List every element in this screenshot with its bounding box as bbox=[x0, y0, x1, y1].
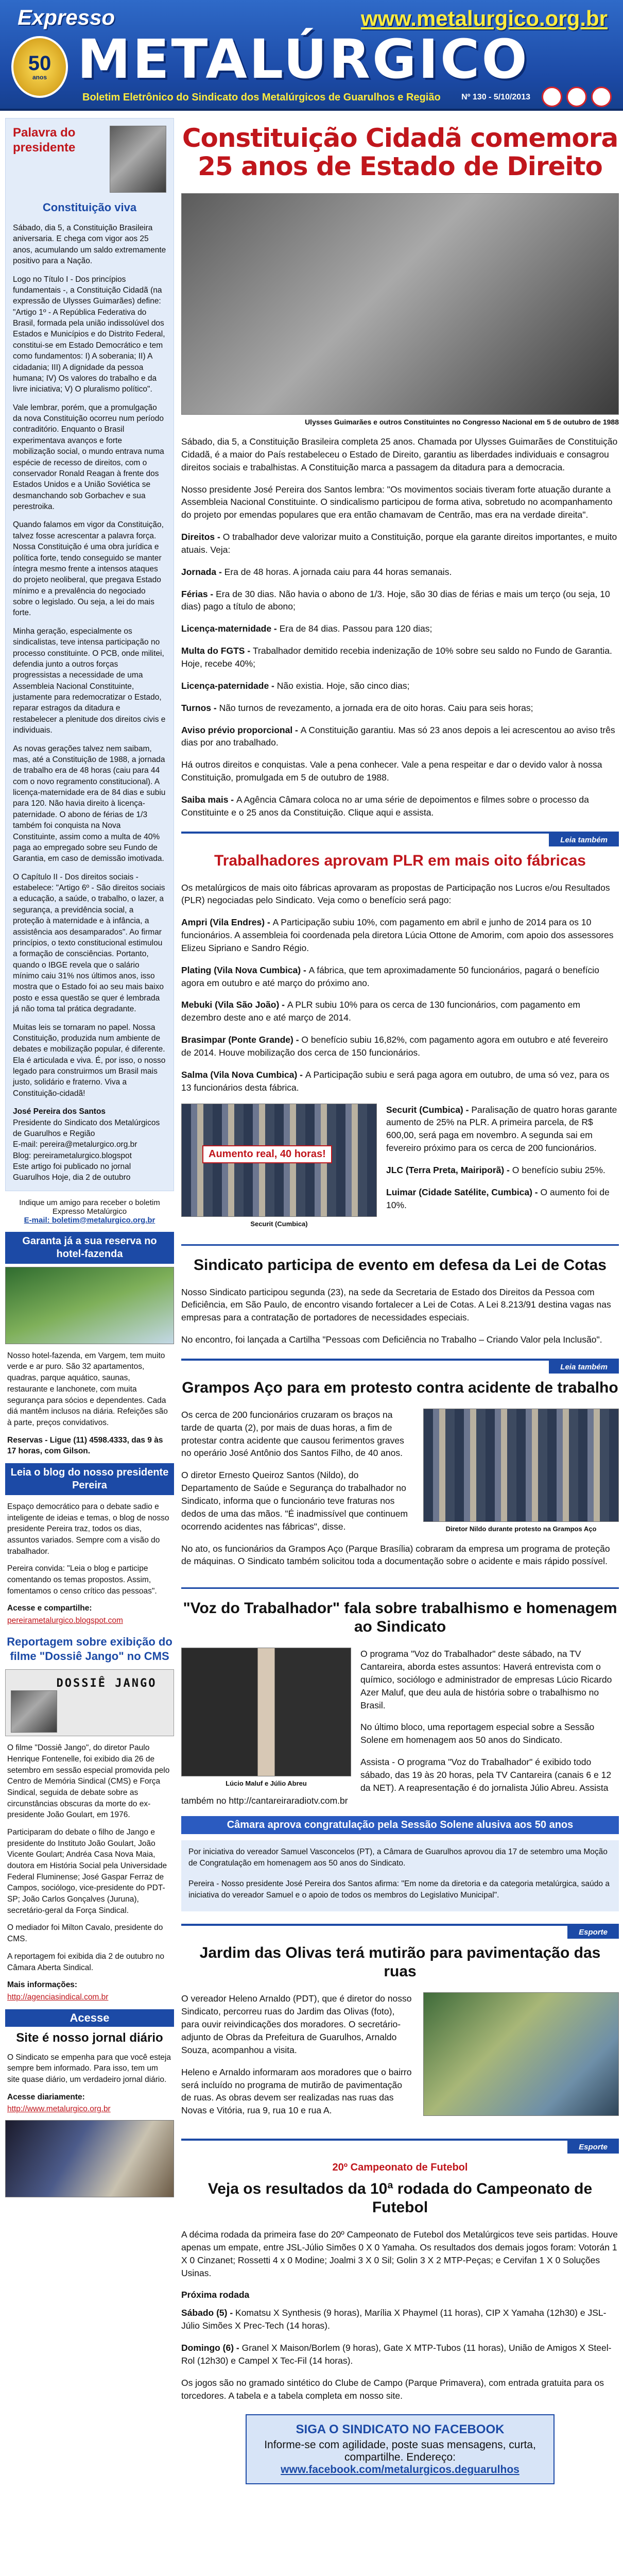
main-column bbox=[181, 118, 619, 2497]
share-email-link[interactable]: E-mail: boletim@metalurgico.org.br bbox=[24, 1215, 155, 1225]
doc-heading: Reportagem sobre exibição do filme "Dossiê Jango" no CMS bbox=[7, 1635, 172, 1663]
proxima-label: Próxima rodada bbox=[181, 2290, 250, 2300]
column-paragraph: Minha geração, especialmente os sindicalistas, teve intensa participação no processo constituinte. O PCB, onde militei, defendia junto a outros forças progressistas a necessidade de uma Assembleia Nacional Constituinte, justamente para redemocratizar o Estado, reparar estragos da ditadura e restabelecer a plenitude dos direitos civis e individuais. bbox=[13, 626, 166, 735]
photo-caption: Ulysses Guimarães e outros Constituintes no Congresso Nacional em 5 de outubro de 1988 bbox=[305, 418, 619, 426]
article-paragraph: Jornada - Era de 48 horas. A jornada caiu para 44 horas semanais. bbox=[181, 566, 452, 577]
facebook-text: Informe-se com agilidade, poste suas mensagens, curta, compartilhe. Endereço: bbox=[264, 2439, 536, 2464]
plr-banner: Aumento real, 40 horas! bbox=[202, 1145, 332, 1163]
camara-band: Câmara aprova congratulação pela Sessão Solene alusiva aos 50 anos bbox=[181, 1816, 619, 1834]
grampos-title: Grampos Aço para em protesto contra acidente de trabalho bbox=[182, 1379, 618, 1396]
column-paragraph: O Capítulo II - Dos direitos sociais - estabelece: "Artigo 6º - São direitos sociais a educação, a saúde, o trabalho, o lazer, a segurança, a previdência social, a proteção à maternidade e à infância, a assistência aos desamparados". Ao firmar princípios, o texto constitucional estimulou a formação de consciências. Portanto, quando o IBGE revela que o salário mínimo caiu 31% nos últimos anos, isso mostra que o Estado foi ao seu mais baixo posto e essa questão se quer é lembrada já não toma tal prática degradante. bbox=[13, 872, 165, 1014]
ribbon-esporte: Esporte bbox=[181, 2139, 619, 2154]
article-paragraph: Nosso presidente José Pereira dos Santos lembra: "Os movimentos sociais tiveram forte atuação durante a Assembleia Nacional Constituinte. O sindicalismo participou de forma ativa, sobretudo no acompanhamento do projeto por emendas populares que era então chamavam de Centrão, mas era na verdade direita". bbox=[181, 484, 613, 520]
brand-metalurgico: METALÚRGICO bbox=[77, 28, 529, 91]
grampos-paragraph: Os cerca de 200 funcionários cruzaram os braços na tarde de quarta (2), por mais de duas horas, a fim de protestar contra acidente que causou ferimentos graves no operário José Antônio dos Santos Filho, de 40 anos. bbox=[181, 1409, 404, 1459]
article-paragraph: Sábado, dia 5, a Constituição Brasileira completa 25 anos. Chamada por Ulysses Guimarães de Constituição Cidadã, é a maior do País restabeleceu o Estado de Direito, garantiu as liberdades individuais e consagrou direitos sociais e trabalhistas. A Constituição marca a passagem da ditadura para a democracia. bbox=[181, 436, 618, 472]
plr-intro: Os metalúrgicos de mais oito fábricas aprovaram as propostas de Participação nos Lucros e/ou Resultados (PLR) negociadas pelo Sindicato. Veja como o benefício será pago: bbox=[181, 882, 610, 906]
proxima-item: Domingo (6) - Granel X Maison/Borlem (9 horas), Gate X MTP-Tubos (11 horas), União de Amigos X Steel-Rol (12h30) e Campel X Tec-Fil (14 horas). bbox=[181, 2342, 612, 2366]
futebol-kicker: 20º Campeonato de Futebol bbox=[332, 2162, 468, 2174]
signature-line: Este artigo foi publicado no jornal Guarulhos Hoje, dia 2 de outubro bbox=[13, 1162, 131, 1182]
voz-photo-block bbox=[181, 1648, 351, 1787]
plr-item: Securit (Cumbica) - Paralisação de quatro horas garante aumento de 25% na PLR. A primeira parcela, de R$ 600,00, será paga em novembro. A segunda sai em fevereiro próximo para os cerca de 200 funcionários. bbox=[386, 1104, 617, 1154]
edition-number: Nº 130 - 5/10/2013 bbox=[461, 93, 530, 101]
site-link[interactable]: www.metalurgico.org.br bbox=[360, 6, 608, 30]
grampos-photo bbox=[423, 1409, 619, 1522]
partner-logo-icon bbox=[542, 87, 562, 107]
jardim-photo bbox=[423, 1992, 619, 2116]
ribbon-leia-tambem: Leia também bbox=[181, 1359, 619, 1374]
left-column bbox=[5, 118, 174, 2197]
camara-paragraph: Por iniciativa do vereador Samuel Vasconcelos (PT), a Câmara de Guarulhos aprovou dia 17 de setembro uma Moção de Congratulação em homenagem aos 50 anos do Sindicato. bbox=[188, 1848, 608, 1868]
proxima-item: Os jogos são no gramado sintético do Clube de Campo (Parque Primavera), com entrada gratuita para os torcedores. A tabela e a tabela completa em nosso site. bbox=[181, 2377, 604, 2401]
signature-line: E-mail: pereira@metalurgico.org.br bbox=[13, 1140, 137, 1149]
signature-line: Presidente do Sindicato dos Metalúrgicos de Guarulhos e Região bbox=[13, 1118, 160, 1138]
column-paragraph: Muitas leis se tornaram no papel. Nossa Constituição, produzida num ambiente de debates e mobilização popular, é diferente. Ela é articulada e viva. É, por isso, o nosso legado para construirmos um Brasil mais justo, solidário e fraterno. Viva a Constituição-cidadã! bbox=[13, 1023, 166, 1098]
constituintes-photo bbox=[181, 193, 619, 415]
column-paragraph: Sábado, dia 5, a Constituição Brasileira aniversaria. E chega com vigor aos 25 anos, acumulando um saldo extremamente positivo para a Nação. bbox=[13, 224, 166, 266]
column-paragraph: Logo no Título I - Dos princípios fundamentais -, a Constituição Cidadã (na expressão de Ulysses Guimarães) define: "Artigo 1º - A República Federativa do Brasil, formada pela união indissolúvel dos Estados e Municípios e do Distrito Federal, constitui-se em Estado Democrático e tem como fundamentos: I) A soberania; II) A cidadania; III) A dignidade da pessoa humana; IV) Os valores do trabalho e da livre iniciativa; V) O pluralismo político". bbox=[13, 275, 165, 394]
plr-item: Brasimpar (Ponte Grande) - O benefício subiu 16,82%, com pagamento agora em outubro e até fevereiro de 2014. Houve mobilização dos cerca de 150 funcionários. bbox=[181, 1035, 608, 1058]
plr-item: Ampri (Vila Endres) - A Participação subiu 10%, com pagamento em abril e junho de 2014 para os 10 funcionários. A assembleia foi coordenada pela diretora Lúcia Ottone de Amorim, com apoio dos assessores Elizeu Sipriano e Sandro Régio. bbox=[181, 917, 614, 953]
signature bbox=[13, 1106, 166, 1183]
president-title: Palavra do presidente bbox=[13, 126, 76, 155]
cotas-title: Sindicato participa de evento em defesa da Lei de Cotas bbox=[194, 1256, 607, 1274]
column-paragraph: Quando falamos em vigor da Constituição, talvez fosse acrescentar a palavra força. Nossa Constituição é uma obra jurídica e política forte, tendo conseguido se manter íntegra mesmo frente a intensos ataques do projeto neoliberal, que pregava Estado mínimo e a prevalência do negociado sobre o legislado. Ou seja, a lei do mais forte. bbox=[13, 520, 164, 618]
facebook-title: SIGA O SINDICATO NO FACEBOOK bbox=[296, 2422, 505, 2437]
voz-photo bbox=[181, 1648, 351, 1776]
main-headline: Constituição Cidadã comemora 25 anos de Estado de Direito bbox=[182, 123, 618, 181]
partner-logos bbox=[542, 87, 612, 107]
voz-photo-caption: Lúcio Maluf e Júlio Abreu bbox=[226, 1780, 307, 1788]
plr-item: Luimar (Cidade Satélite, Cumbica) - O aumento foi de 10%. bbox=[386, 1187, 610, 1210]
signature-name: José Pereira dos Santos bbox=[13, 1107, 106, 1116]
jardim-photo-block bbox=[423, 1992, 619, 2116]
column-paragraph: As novas gerações talvez nem saibam, mas, até a Constituição de 1988, a jornada de trabalho era de 48 horas (caiu para 44 com o novo regramento constitucional). A licença-maternidade era de 84 dias e subiu para 120. Não havia direito à licença-paternidade. O abono de férias de 1/3 também foi conquista na Nova Constituinte, assim como a multa de 40% paga ao empregado sobre seu Fundo de Garantia, em caso de demissão imotivada. bbox=[13, 744, 166, 863]
share-area bbox=[5, 1191, 174, 1232]
anniversary-seal-icon bbox=[11, 36, 68, 98]
article-paragraph: Aviso prévio proporcional - A Constituição garantiu. Mas só 23 anos depois a lei acrescentou ao aviso três dias por ano trabalhado. bbox=[181, 724, 615, 748]
camara-paragraph: Pereira - Nosso presidente José Pereira dos Santos afirma: "Em nome da diretoria e da categoria metalúrgica, saúdo a iniciativa do vereador Samuel e o apoio de todos os membros do Legislativo Municipal". bbox=[188, 1879, 610, 1900]
article-paragraph: Há outros direitos e conquistas. Vale a pena conhecer. Vale a pena respeitar e dar o devido valor à nossa Constituição, promulgada em 5 de outubro de 1988. bbox=[181, 759, 602, 783]
column-title: Constituição viva bbox=[42, 201, 137, 214]
jardim-paragraph: O vereador Heleno Arnaldo (PDT), que é diretor do nosso Sindicato, percorreu ruas do Jardim das Olivas (foto), para ouvir reivindicações dos moradores. O secretário-adjunto de Obras da Prefeitura de Guarulhos, Arnaldo Souza, acompanhou a visita. bbox=[181, 1993, 412, 2055]
plr-item: Mebuki (Vila São João) - A PLR subiu 10% para os cerca de 130 funcionários, com pagamento em dezembro deste ano e até março de 2014. bbox=[181, 999, 580, 1023]
site-text: O Sindicato se empenha para que você esteja sempre bem informado. Para isso, tem um site quase diário, um verdadeiro jornal diário. bbox=[7, 2053, 171, 2084]
doc-film-title: DOSSIÊ JANGO bbox=[56, 1677, 157, 1690]
hotel-heading: Garanta já a sua reserva no hotel-fazenda bbox=[5, 1232, 174, 1264]
site-screenshot bbox=[5, 2120, 174, 2197]
blog-access-label: Acesse e compartilhe: bbox=[7, 1604, 92, 1613]
blog-link[interactable]: pereirametalurgico.blogspot.com bbox=[7, 1616, 123, 1625]
voz-paragraph: O programa "Voz do Trabalhador" deste sábado, na TV Cantareira, aborda estes assuntos: Haverá entrevista com o químico, sociólogo e administrador de empresas Lúcio Ricardo Azer Maluf, que deu aula de história sobre o trabalhismo no Brasil. bbox=[360, 1649, 612, 1710]
doc-film-thumbnail bbox=[11, 1690, 57, 1733]
hotel-reserva: Reservas - Ligue (11) 4598.4333, das 9 às 17 horas, com Gilson. bbox=[7, 1435, 163, 1456]
acesse-heading: Acesse bbox=[5, 2009, 174, 2027]
partner-logo-icon bbox=[591, 87, 612, 107]
proxima-item: Sábado (5) - Komatsu X Synthesis (9 horas), Marília X Phaymel (11 horas), CIP X Yamaha (12h30) e JSL-Júlio Simões X Prec-Tech (14 horas). bbox=[181, 2308, 607, 2331]
doc-paragraph: Participaram do debate o filho de Jango e presidente do Instituto João Goulart, João Vicente Goulart; Andréa Casa Nova Maia, doutora em História Social pela Universidade Federal Fluminense; José Gaspar Ferraz de Campos, sociólogo, vice-presidente do PDT-SP; João Carlos Gonçalves (Juruna), secretário-geral da Força Sindical. bbox=[7, 1827, 167, 1915]
cotas-paragraph: Nosso Sindicato participou segunda (23), na sede da Secretaria de Estado dos Direitos da Pessoa com Deficiência, em São Paulo, de encontro visando fortalecer a Lei de Cotas. A Lei 8.213/91 destina vagas nas empresas para a contratação de portadores de necessidades especiais. bbox=[181, 1286, 611, 1323]
site-daily-link[interactable]: http://www.metalurgico.org.br bbox=[7, 2105, 111, 2114]
futebol-title: Veja os resultados da 10ª rodada do Campeonato de Futebol bbox=[207, 2180, 593, 2216]
doc-more-label: Mais informações: bbox=[7, 1980, 78, 1990]
plr-photo-block bbox=[181, 1104, 377, 1228]
share-text: Indique um amigo para receber o boletim Expresso Metalúrgico bbox=[19, 1198, 160, 1216]
hotel-photo bbox=[5, 1267, 174, 1344]
plr-item: Salma (Vila Nova Cumbica) - A Participação subiu e será paga agora em outubro, de uma só vez, para os 13 funcionários desta fábrica. bbox=[181, 1069, 610, 1093]
blog-text: Espaço democrático para o debate sadio e inteligente de ideias e temas, o blog de nosso presidente Pereira traz, todos os dias, assuntos variados. Sempre com a visão do trabalhador. bbox=[7, 1502, 169, 1556]
president-column bbox=[5, 118, 174, 1191]
facebook-link[interactable]: www.facebook.com/metalurgicos.deguarulhos bbox=[281, 2464, 520, 2476]
futebol-intro: A décima rodada da primeira fase do 20º Campeonato de Futebol dos Metalúrgicos teve seis partidas. Houve apenas um empate, entre JSL-Júlio Simões 0 X 0 Yamaha. Os resultados dos demais jogos foram: Votorán 1 X 0 Cinzanet; Rossetti 4 x 0 Modine; Joalmi 3 X 0 Sil; Golin 3 X 2 MTP-Peças; e Cervifan 1 X 0 Soluções Usinas. bbox=[181, 2229, 618, 2278]
article-paragraph: Turnos - Não turnos de revezamento, a jornada era de oito horas. Caiu para seis horas; bbox=[181, 702, 533, 713]
column-paragraph: Vale lembrar, porém, que a promulgação da nova Constituição ocorreu num período contraditório. Enquanto o Brasil experimentava avanços e forte mobilização social, o mundo entrava numa espécie de recesso de direitos, com o conservador Ronald Reagan à frente dos Estados Unidos e a União Soviética se desmanchando sob Gorbachev e sua perestroika. bbox=[13, 403, 164, 511]
article-paragraph: Multa do FGTS - Trabalhador demitido recebia indenização de 10% sobre seu saldo no Fundo de Garantia. Hoje, recebe 40%; bbox=[181, 646, 612, 669]
facebook-box[interactable] bbox=[246, 2414, 555, 2484]
plr-photo-caption: Securit (Cumbica) bbox=[250, 1219, 308, 1228]
plr-title: Trabalhadores aprovam PLR em mais oito fábricas bbox=[214, 852, 586, 869]
article-paragraph: Licença-maternidade - Era de 84 dias. Passou para 120 dias; bbox=[181, 623, 432, 634]
article-paragraph: Férias - Era de 30 dias. Não havia o abono de 1/3. Hoje, são 30 dias de férias e mais um terço (ou seja, 10 dias) pago a título de abono; bbox=[181, 588, 610, 612]
newsletter-header bbox=[0, 0, 623, 111]
partner-logo-icon bbox=[566, 87, 587, 107]
doc-paragraph: A reportagem foi exibida dia 2 de outubro no Câmara Aberta Sindical. bbox=[7, 1952, 165, 1972]
blog-text: Pereira convida: "Leia o blog e participe comentando os temas propostos. Assim, fomentamos o censo crítico das pessoas". bbox=[7, 1564, 157, 1596]
article-paragraph: Direitos - O trabalhador deve valorizar muito a Constituição, porque ela garante direitos importantes, e muito atuais. Veja: bbox=[181, 532, 617, 555]
hotel-text: Nosso hotel-fazenda, em Vargem, tem muito verde e ar puro. São 32 apartamentos, quadras, parque aquático, saunas, restaurante e lanchonete, com muita segurança para sócios e dependentes. Cada diá mantêm inclusos na diária. Refeições são à parte, preços convidativos. bbox=[7, 1351, 168, 1427]
seal-number: 50 bbox=[28, 52, 51, 75]
cotas-paragraph: No encontro, foi lançada a Cartilha "Pessoas com Deficiência no Trabalho – Criando Valor pela Inclusão". bbox=[181, 1334, 602, 1345]
article-paragraph: Licença-paternidade - Não existia. Hoje, são cinco dias; bbox=[181, 680, 410, 691]
newsletter-subtitle: Boletim Eletrônico do Sindicato dos Metalúrgicos de Guarulhos e Região bbox=[82, 92, 441, 103]
signature-line: Blog: pereirametalurgico.blogspot bbox=[13, 1151, 132, 1160]
ribbon-esporte: Esporte bbox=[181, 1924, 619, 1939]
main-article bbox=[181, 435, 619, 819]
president-photo bbox=[110, 126, 166, 193]
ribbon-leia-tambem: Leia também bbox=[181, 832, 619, 846]
brand-expresso: Expresso bbox=[18, 5, 115, 29]
securit-photo bbox=[181, 1104, 377, 1217]
plr-item: JLC (Terra Preta, Mairiporã) - O benefício subiu 25%. bbox=[386, 1164, 605, 1175]
voz-title: "Voz do Trabalhador" fala sobre trabalhismo e homenagem ao Sindicato bbox=[183, 1600, 617, 1636]
voz-paragraph: No último bloco, uma reportagem especial sobre a Sessão Solene em homenagem aos 50 anos do Sindicato. bbox=[360, 1722, 595, 1745]
seal-text: anos bbox=[32, 74, 47, 81]
doc-link[interactable]: http://agenciasindical.com.br bbox=[7, 1992, 109, 2002]
jardim-title: Jardim das Olivas terá mutirão para pavimentação das ruas bbox=[199, 1944, 601, 1980]
plr-item: Plating (Vila Nova Cumbica) - A fábrica, que tem aproximadamente 50 funcionários, pagará o benefício agora em outubro e até março do próximo ano. bbox=[181, 964, 599, 988]
voz-paragraph: Assista - O programa "Voz do Trabalhador" é exibido todo sábado, das 19 às 20 horas, pela TV Cantareira (canais 6 e 12 da NET). A reapresentação é do jornalista Júlio Abreu. Assista também no http://cantareiraradiotv.com.br bbox=[181, 1757, 612, 1806]
doc-paragraph: O mediador foi Milton Cavalo, presidente do CMS. bbox=[7, 1923, 163, 1944]
grampos-paragraph: O diretor Ernesto Queiroz Santos (Nildo), do Departamento de Saúde e Segurança do trabalhador no Sindicato, informa que o funcionário teve fraturas nos dedos de uma das mãos. "É inadmissível que continuem ocorrendo acidentes nas fábricas", disse. bbox=[181, 1470, 408, 1532]
site-access-label: Acesse diariamente: bbox=[7, 2092, 85, 2102]
grampos-photo-block bbox=[423, 1409, 619, 1533]
doc-paragraph: O filme "Dossiê Jango", do diretor Paulo Henrique Fontenelle, foi exibido dia 26 de setembro em sessão especial promovida pelo Centro de Memória Sindical (CMS) e Força Sindical, seguida de debate sobre as circunstâncias obscuras da morte do ex-presidente João Goulart, em 1976. bbox=[7, 1743, 170, 1820]
site-title: Site é nosso jornal diário bbox=[16, 2030, 163, 2045]
article-paragraph[interactable]: Saiba mais - A Agência Câmara coloca no ar uma série de depoimentos e filmes sobre o processo da Constituinte e o 25 anos da Constituição. Clique aqui e assista. bbox=[181, 794, 589, 818]
grampos-paragraph: No ato, os funcionários da Grampos Aço (Parque Brasília) cobraram da empresa um programa de proteção de máquinas. O Sindicato também solicitou toda a documentação sobre o acidente e mais rápido possível. bbox=[181, 1543, 610, 1567]
grampos-photo-caption: Diretor Nildo durante protesto na Grampos Aço bbox=[445, 1524, 597, 1533]
jardim-paragraph: Heleno e Arnaldo informaram aos moradores que o bairro será incluído no programa de mutirão de pavimentação de ruas. As obras devem ser realizadas nas ruas das Novas e Vitória, rua 9, rua 10 e rua A. bbox=[181, 2066, 412, 2116]
doc-film-image bbox=[5, 1669, 174, 1736]
blog-heading: Leia o blog do nosso presidente Pereira bbox=[5, 1463, 174, 1495]
